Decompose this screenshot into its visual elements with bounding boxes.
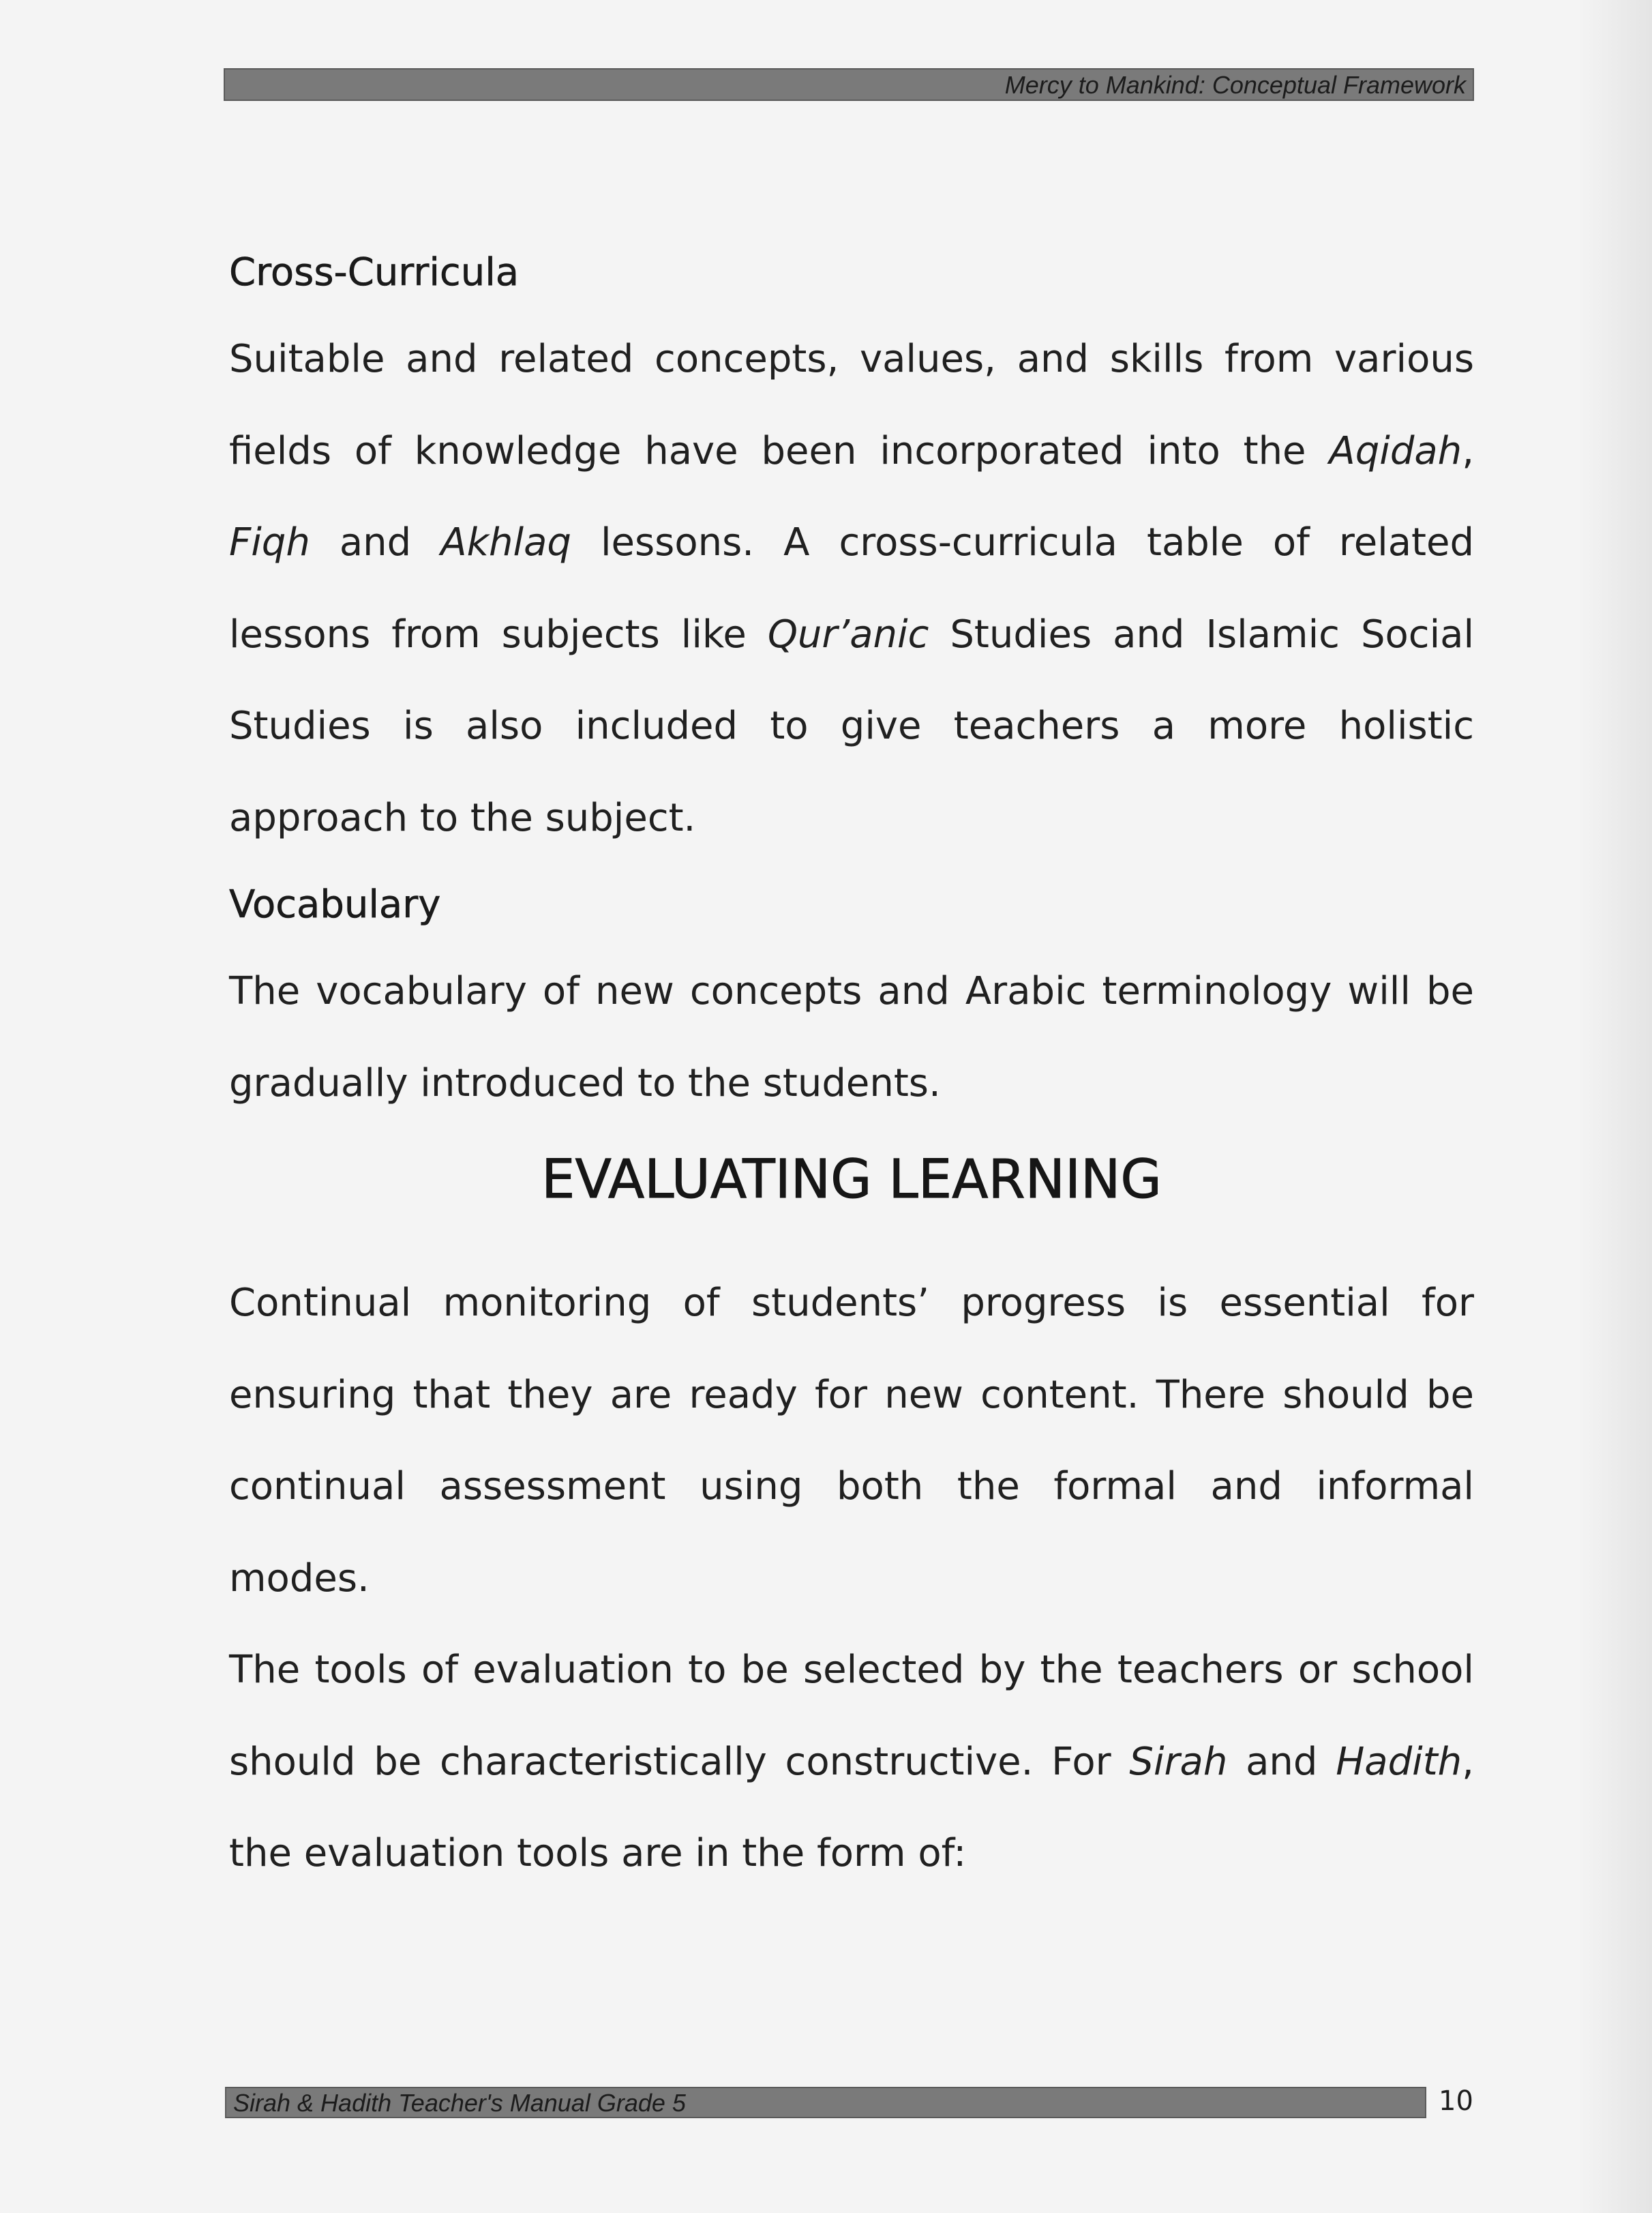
evaluating-text-3: , the evaluation tools are in the form of:	[229, 1739, 1474, 1875]
cross-curricula-text-2: ,	[1462, 428, 1474, 473]
cross-curricula-paragraph	[229, 314, 1474, 864]
page-body	[229, 232, 1474, 1900]
running-header-title: Mercy to Mankind: Conceptual Framework	[1004, 71, 1466, 99]
evaluating-paragraph-2	[229, 1624, 1474, 1900]
running-header-bar	[224, 68, 1474, 101]
vocabulary-heading: Vocabulary	[229, 882, 441, 927]
evaluating-paragraph-1: Continual monitoring of students’ progress is essential for ensuring that they are ready for new content. There should be continual assessment using both the formal and informal modes.	[229, 1281, 1474, 1601]
page-edge-shadow	[1577, 0, 1652, 2213]
running-footer-bar	[225, 2087, 1426, 2118]
cross-curricula-heading: Cross-Curricula	[229, 250, 520, 295]
evaluating-text-2: and	[1227, 1739, 1336, 1784]
cross-curricula-text-5: Studies and Islamic Social Studies is also included to give teachers a more holistic approach to the subject.	[229, 612, 1474, 840]
cross-curricula-text-3: and	[310, 520, 441, 565]
evaluating-learning-heading: EVALUATING LEARNING	[541, 1149, 1162, 1211]
running-footer-title: Sirah & Hadith Teacher's Manual Grade 5	[233, 2089, 686, 2117]
term-hadith: Hadith	[1336, 1739, 1462, 1784]
term-aqidah: Aqidah	[1329, 428, 1462, 473]
evaluating-text-1: The tools of evaluation to be selected by the teachers or school should be characteristically constructive. For	[229, 1648, 1474, 1784]
cross-curricula-text-1: Suitable and related concepts, values, and skills from various fields of knowledge have been incorporated into the	[229, 337, 1474, 473]
page-number: 10	[1439, 2085, 1473, 2117]
term-fiqh: Fiqh	[229, 520, 310, 565]
cross-curricula-text-4: lessons. A cross-curricula table of related lessons from subjects like	[229, 520, 1474, 657]
term-sirah: Sirah	[1129, 1739, 1228, 1784]
vocabulary-paragraph: The vocabulary of new concepts and Arabic terminology will be gradually introduced to the students.	[229, 969, 1474, 1105]
term-quranic: Qur’anic	[767, 612, 929, 657]
term-akhlaq: Akhlaq	[440, 520, 571, 565]
